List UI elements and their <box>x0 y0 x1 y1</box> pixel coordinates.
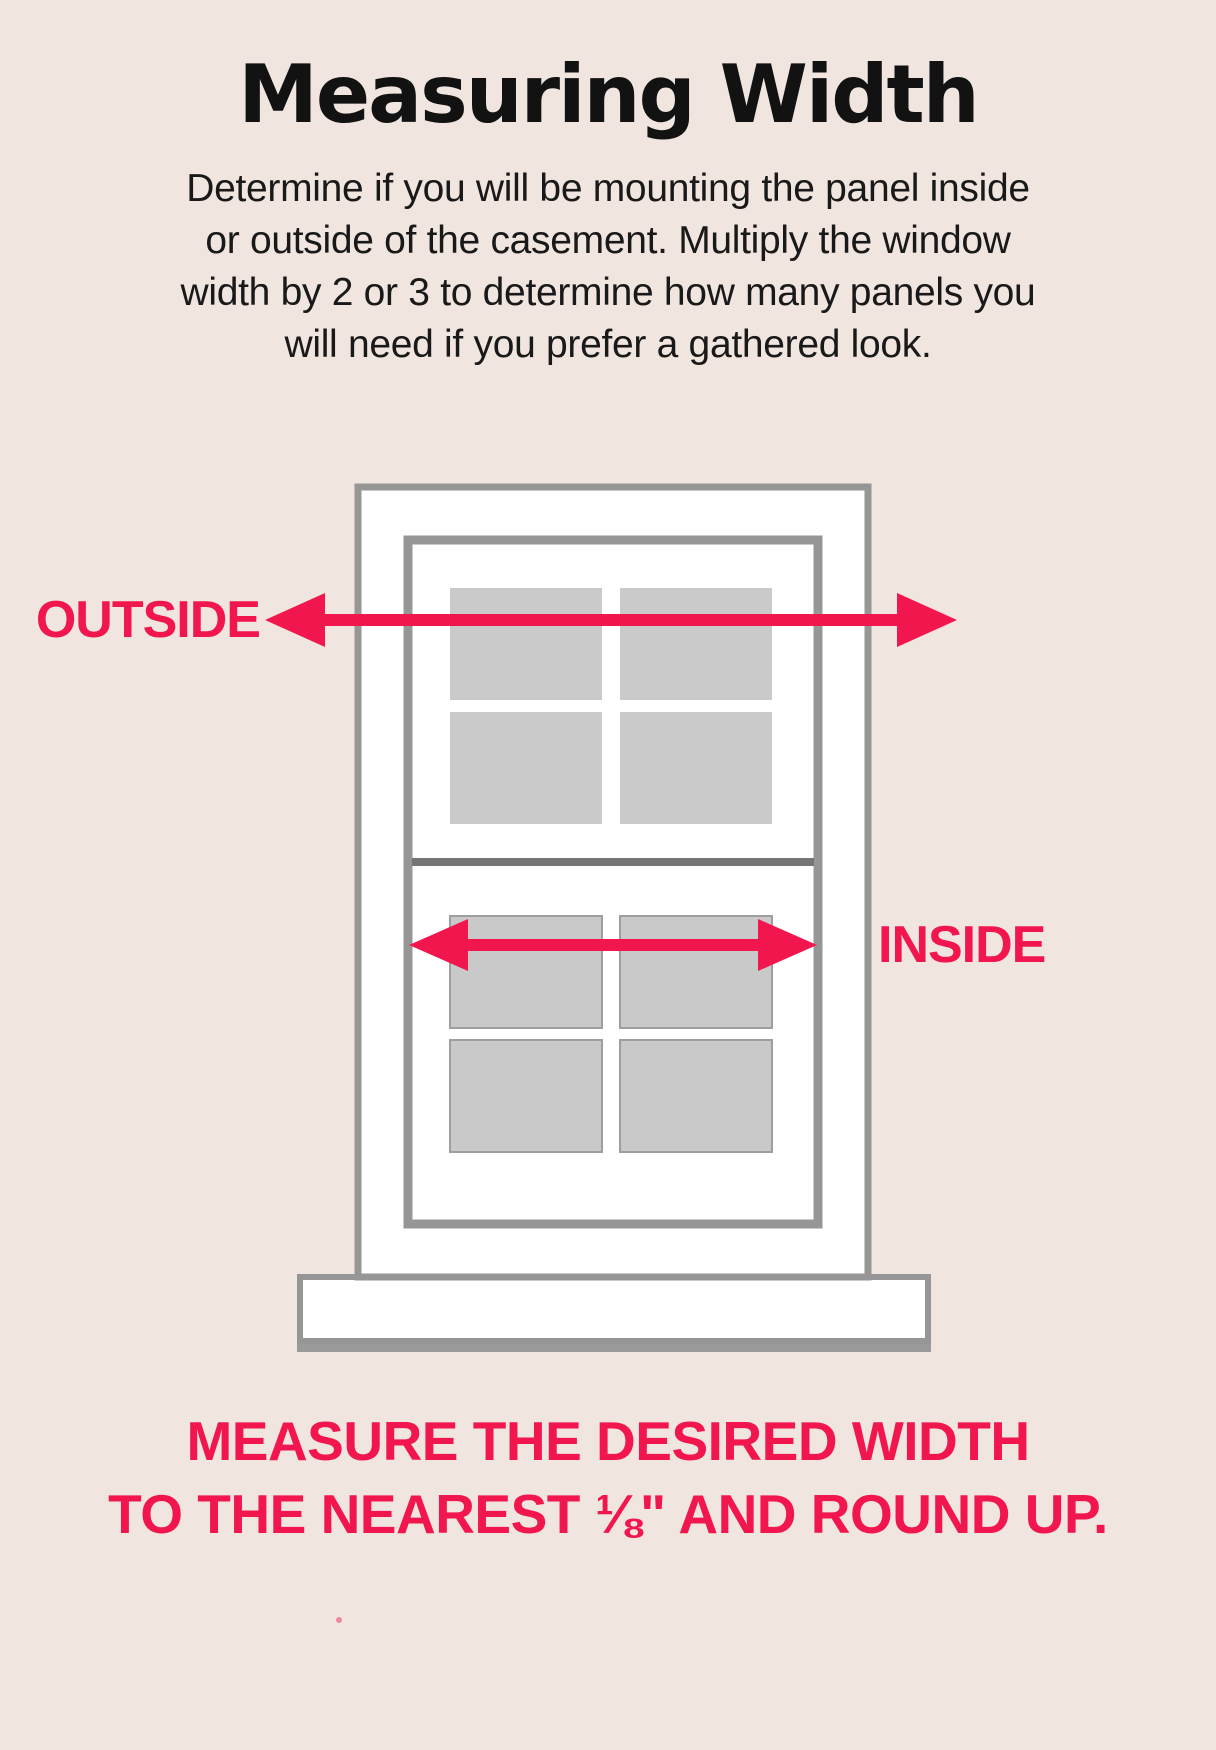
footer-line-2: TO THE NEAREST ⅛" AND ROUND UP. <box>108 1483 1108 1545</box>
pane-top-left-1 <box>450 588 602 700</box>
window-check-rail <box>412 858 814 866</box>
pane-bottom-right-1 <box>620 916 772 1028</box>
footer-line-1: MEASURE THE DESIRED WIDTH <box>186 1410 1030 1472</box>
pane-top-right-2 <box>620 712 772 824</box>
intro-line-1: Determine if you will be mounting the panel inside <box>186 167 1030 210</box>
pane-bottom-left-2 <box>450 1040 602 1152</box>
outside-label: OUTSIDE <box>35 591 260 649</box>
footer-instruction <box>0 1405 1216 1551</box>
intro-line-2: or outside of the casement. Multiply the window <box>205 219 1011 262</box>
intro-line-4: will need if you prefer a gathered look. <box>284 323 932 366</box>
inside-arrow-shaft <box>455 939 770 951</box>
outside-arrow-right-head <box>897 593 957 647</box>
pane-top-right-1 <box>620 588 772 700</box>
intro-line-3: width by 2 or 3 to determine how many panels you <box>180 271 1036 314</box>
outside-arrow-shaft <box>305 614 905 626</box>
inside-label: INSIDE <box>878 916 1046 974</box>
pane-top-left-2 <box>450 712 602 824</box>
pane-bottom-left-1 <box>450 916 602 1028</box>
window-sill <box>300 1277 928 1341</box>
stray-dot-artifact <box>336 1617 342 1623</box>
outside-arrow-left-head <box>265 593 325 647</box>
page-title: Measuring Width <box>238 48 978 141</box>
pane-bottom-right-2 <box>620 1040 772 1152</box>
